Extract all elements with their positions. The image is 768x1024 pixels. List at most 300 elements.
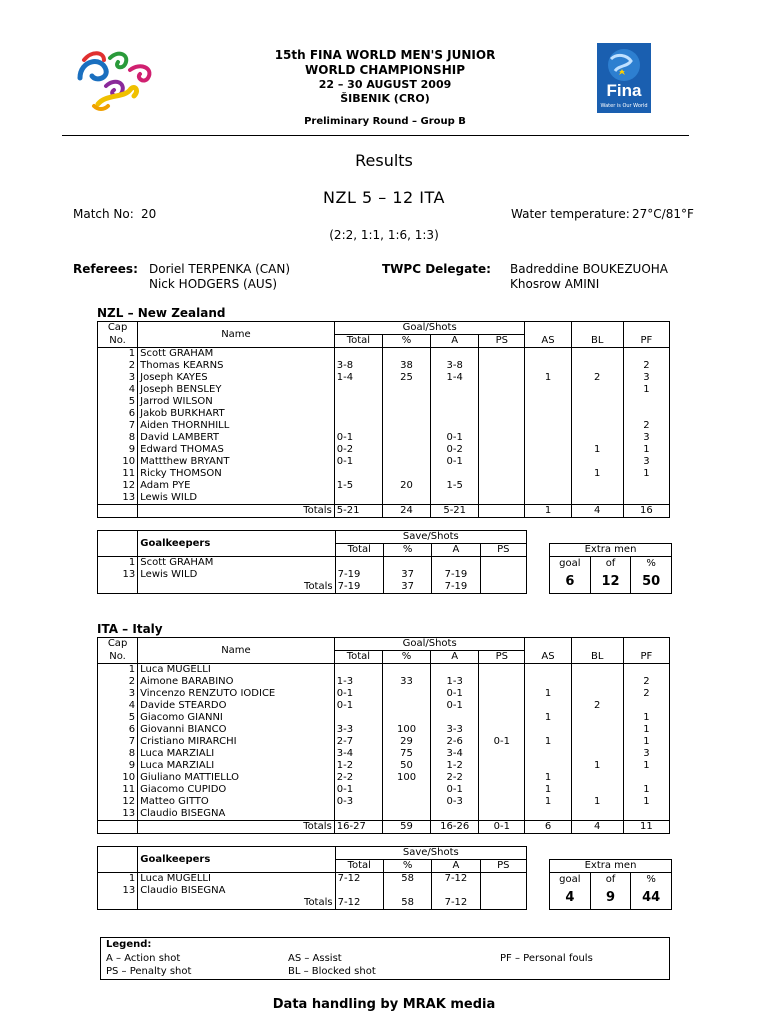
gk-totals-action: 7-19	[432, 581, 480, 594]
player-pct	[382, 456, 430, 468]
player-blocks	[571, 808, 623, 821]
delegate-2: Khosrow AMINI	[510, 277, 600, 291]
player-fouls	[623, 808, 669, 821]
gk-pct-header: %	[383, 544, 431, 557]
player-blocks	[571, 396, 623, 408]
player-ps	[479, 396, 525, 408]
pct-header: %	[382, 651, 430, 664]
no-header: No.	[98, 335, 138, 348]
player-ps	[479, 688, 525, 700]
player-fouls	[623, 492, 669, 505]
nzl-stats-table	[97, 321, 670, 518]
player-ps	[479, 384, 525, 396]
goal-shots-header: Goal/Shots	[334, 638, 525, 651]
player-cap: 5	[98, 396, 138, 408]
gk-totals-pct: 37	[383, 581, 431, 594]
player-fouls	[623, 664, 669, 677]
ps-header: PS	[479, 651, 525, 664]
extra-men-of: 12	[591, 571, 632, 593]
player-action: 0-1	[431, 432, 479, 444]
goalkeeper-ps	[480, 557, 526, 570]
player-fouls: 2	[623, 420, 669, 432]
extra-men-goal-label: goal	[550, 873, 591, 887]
goalkeeper-total	[335, 885, 383, 897]
player-fouls	[623, 348, 669, 361]
player-pct	[382, 468, 430, 480]
totals-total: 5-21	[334, 505, 382, 518]
player-ps	[479, 748, 525, 760]
player-blocks	[571, 360, 623, 372]
goalkeeper-cap: 13	[98, 885, 138, 897]
legend-assist: AS – Assist	[288, 953, 342, 964]
goalkeeper-action	[432, 557, 480, 570]
goalkeeper-total: 7-12	[335, 873, 383, 886]
player-cap: 4	[98, 700, 138, 712]
totals-action: 5-21	[431, 505, 479, 518]
player-fouls: 3	[623, 748, 669, 760]
player-action	[431, 408, 479, 420]
legend-penalty-shot: PS – Penalty shot	[106, 966, 192, 977]
player-fouls: 3	[623, 456, 669, 468]
goalkeeper-ps	[480, 873, 526, 886]
player-total: 2-2	[334, 772, 382, 784]
player-cap: 3	[98, 688, 138, 700]
player-fouls: 1	[623, 384, 669, 396]
extra-men-header: Extra men	[550, 860, 671, 873]
championship-venue: ŠIBENIK (CRO)	[340, 92, 430, 105]
player-pct	[382, 808, 430, 821]
player-name: Joseph KAYES	[138, 372, 335, 384]
player-total: 1-3	[334, 676, 382, 688]
player-blocks: 2	[571, 372, 623, 384]
extra-men-goal-label: goal	[550, 557, 591, 571]
player-fouls: 3	[623, 432, 669, 444]
player-name: Giacomo CUPIDO	[138, 784, 335, 796]
match-score: NZL 5 – 12 ITA	[323, 188, 445, 207]
extra-men-goal: 4	[550, 887, 591, 909]
player-fouls: 1	[623, 784, 669, 796]
match-no-value: 20	[141, 207, 157, 221]
gk-total-header: Total	[335, 860, 383, 873]
goalkeeper-ps	[480, 569, 526, 581]
player-cap: 4	[98, 384, 138, 396]
player-ps	[479, 492, 525, 505]
nzl-extra-men-box	[549, 543, 672, 594]
player-pct: 33	[382, 676, 430, 688]
player-name: Jarrod WILSON	[138, 396, 335, 408]
totals-fouls: 11	[623, 821, 669, 834]
player-action: 3-4	[431, 748, 479, 760]
totals-total: 16-27	[334, 821, 382, 834]
water-temp-label: Water temperature:	[511, 207, 630, 221]
player-blocks	[571, 712, 623, 724]
player-pct	[382, 384, 430, 396]
player-pct: 29	[382, 736, 430, 748]
player-cap: 12	[98, 480, 138, 492]
player-blocks	[571, 748, 623, 760]
ita-goalkeepers-table	[97, 846, 527, 910]
player-cap: 8	[98, 748, 138, 760]
extra-men-of-label: of	[591, 557, 632, 571]
player-total	[334, 492, 382, 505]
championship-title-line2: WORLD CHAMPIONSHIP	[305, 63, 465, 77]
player-ps	[479, 372, 525, 384]
player-fouls: 1	[623, 468, 669, 480]
player-ps	[479, 444, 525, 456]
player-total	[334, 396, 382, 408]
player-action	[431, 348, 479, 361]
legend-box	[100, 937, 670, 980]
goalkeeper-action	[432, 885, 480, 897]
extra-men-pct-label: %	[646, 874, 656, 885]
player-cap: 10	[98, 772, 138, 784]
player-action	[431, 420, 479, 432]
player-pct: 25	[382, 372, 430, 384]
player-fouls: 1	[623, 724, 669, 736]
player-assists	[525, 676, 571, 688]
player-cap: 6	[98, 724, 138, 736]
totals-ps: 0-1	[479, 821, 525, 834]
player-action: 0-1	[431, 700, 479, 712]
match-no-label: Match No:	[73, 207, 134, 221]
player-pct: 100	[382, 724, 430, 736]
referees-label: Referees:	[73, 262, 138, 276]
player-blocks	[571, 736, 623, 748]
player-name: Vincenzo RENZUTO IODICE	[138, 688, 335, 700]
player-name: Joseph BENSLEY	[138, 384, 335, 396]
player-ps	[479, 456, 525, 468]
player-pct: 100	[382, 772, 430, 784]
player-cap: 1	[98, 348, 138, 361]
player-name: Luca MARZIALI	[138, 748, 335, 760]
referee-1: Doriel TERPENKA (CAN)	[149, 262, 291, 276]
player-pct	[382, 420, 430, 432]
player-assists: 1	[525, 372, 571, 384]
player-assists	[525, 724, 571, 736]
player-fouls: 3	[623, 372, 669, 384]
player-fouls	[623, 396, 669, 408]
player-pct	[382, 396, 430, 408]
save-shots-header: Save/Shots	[335, 847, 526, 860]
player-total: 0-1	[334, 700, 382, 712]
player-ps	[479, 420, 525, 432]
player-total	[334, 712, 382, 724]
championship-title-line1: 15th FINA WORLD MEN'S JUNIOR	[274, 48, 496, 62]
gk-totals-label: Totals	[138, 581, 335, 594]
water-temp-value: 27°C/81°F	[632, 207, 694, 221]
player-name: Edward THOMAS	[138, 444, 335, 456]
player-action: 0-2	[431, 444, 479, 456]
player-action: 0-3	[431, 796, 479, 808]
player-name: Matteo GITTO	[138, 796, 335, 808]
legend-action-shot: A – Action shot	[106, 953, 181, 964]
player-name: Giacomo GIANNI	[138, 712, 335, 724]
extra-men-of: 9	[591, 887, 632, 909]
player-assists: 1	[525, 772, 571, 784]
player-name: Lewis WILD	[138, 492, 335, 505]
goalkeepers-header: Goalkeepers	[138, 847, 335, 873]
player-pct	[382, 796, 430, 808]
player-pct	[382, 432, 430, 444]
legend-personal-fouls: PF – Personal fouls	[500, 953, 593, 964]
player-assists: 1	[525, 688, 571, 700]
player-assists	[525, 408, 571, 420]
player-action	[431, 808, 479, 821]
player-action: 1-5	[431, 480, 479, 492]
player-total: 0-3	[334, 796, 382, 808]
player-action: 0-1	[431, 456, 479, 468]
player-fouls	[623, 480, 669, 492]
gk-total-header: Total	[335, 544, 383, 557]
player-total: 0-1	[334, 688, 382, 700]
player-assists: 1	[525, 736, 571, 748]
player-ps	[479, 432, 525, 444]
championship-dates: 22 – 30 AUGUST 2009	[318, 78, 452, 91]
player-total: 0-1	[334, 432, 382, 444]
cap-header: Cap	[98, 638, 138, 651]
player-total: 3-3	[334, 724, 382, 736]
player-name: Giovanni BIANCO	[138, 724, 335, 736]
player-cap: 2	[98, 676, 138, 688]
player-blocks	[571, 772, 623, 784]
gk-totals-action: 7-12	[432, 897, 480, 910]
player-assists: 1	[525, 784, 571, 796]
nzl-goalkeepers-table	[97, 530, 527, 594]
save-shots-header: Save/Shots	[335, 531, 526, 544]
totals-pct: 59	[382, 821, 430, 834]
player-assists	[525, 664, 571, 677]
player-total: 0-1	[334, 784, 382, 796]
player-action: 3-3	[431, 724, 479, 736]
totals-label: Totals	[138, 505, 335, 518]
name-header: Name	[138, 638, 335, 664]
player-ps	[479, 700, 525, 712]
player-pct: 38	[382, 360, 430, 372]
extra-men-pct-label: %	[646, 558, 656, 569]
player-ps	[479, 760, 525, 772]
player-blocks: 1	[571, 760, 623, 772]
results-heading: Results	[355, 151, 413, 170]
gk-ps-header: PS	[480, 544, 526, 557]
player-action: 1-2	[431, 760, 479, 772]
name-header: Name	[138, 322, 335, 348]
player-pct	[382, 784, 430, 796]
player-cap: 12	[98, 796, 138, 808]
player-action	[431, 384, 479, 396]
pct-header: %	[382, 335, 430, 348]
totals-assists: 1	[525, 505, 571, 518]
fina-logo-text: Fina	[606, 81, 642, 100]
goalkeeper-ps	[480, 885, 526, 897]
player-action: 3-8	[431, 360, 479, 372]
player-ps	[479, 796, 525, 808]
header-divider	[62, 135, 689, 136]
player-name: Scott GRAHAM	[138, 348, 335, 361]
player-total	[334, 348, 382, 361]
totals-blocks: 4	[571, 505, 623, 518]
player-pct	[382, 348, 430, 361]
player-action: 0-1	[431, 784, 479, 796]
goalkeeper-pct	[383, 557, 431, 570]
player-total	[334, 384, 382, 396]
bl-header: BL	[571, 651, 623, 664]
player-name: Ricky THOMSON	[138, 468, 335, 480]
extra-men-goal: 6	[550, 571, 591, 593]
player-assists	[525, 480, 571, 492]
player-blocks	[571, 492, 623, 505]
player-name: Aimone BARABINO	[138, 676, 335, 688]
goalkeeper-action: 7-12	[432, 873, 480, 886]
goalkeeper-name: Luca MUGELLI	[138, 873, 335, 886]
player-ps: 0-1	[479, 736, 525, 748]
player-pct	[382, 688, 430, 700]
gk-totals-pct: 58	[383, 897, 431, 910]
goalkeeper-pct: 37	[383, 569, 431, 581]
player-blocks	[571, 724, 623, 736]
player-action	[431, 664, 479, 677]
action-header: A	[431, 651, 479, 664]
totals-ps	[479, 505, 525, 518]
goalkeeper-name: Claudio BISEGNA	[138, 885, 335, 897]
player-blocks	[571, 688, 623, 700]
player-name: Aiden THORNHILL	[138, 420, 335, 432]
player-name: Luca MUGELLI	[138, 664, 335, 677]
extra-men-of-label: of	[591, 873, 632, 887]
player-ps	[479, 348, 525, 361]
referee-2: Nick HODGERS (AUS)	[149, 277, 278, 291]
player-cap: 9	[98, 444, 138, 456]
period-scores: (2:2, 1:1, 1:6, 1:3)	[329, 228, 439, 242]
player-blocks: 1	[571, 796, 623, 808]
player-total	[334, 408, 382, 420]
player-ps	[479, 724, 525, 736]
player-fouls	[623, 408, 669, 420]
player-ps	[479, 468, 525, 480]
player-blocks	[571, 480, 623, 492]
player-assists	[525, 468, 571, 480]
player-total	[334, 468, 382, 480]
action-header: A	[431, 335, 479, 348]
player-pct	[382, 492, 430, 505]
player-assists	[525, 348, 571, 361]
player-name: Luca MARZIALI	[138, 760, 335, 772]
totals-assists: 6	[525, 821, 571, 834]
player-assists	[525, 396, 571, 408]
ps-header: PS	[479, 335, 525, 348]
fina-logo	[597, 43, 651, 113]
player-blocks	[571, 676, 623, 688]
player-total: 0-2	[334, 444, 382, 456]
player-fouls: 1	[623, 444, 669, 456]
gk-action-header: A	[432, 544, 480, 557]
legend-blocked-shot: BL – Blocked shot	[288, 966, 376, 977]
player-cap: 10	[98, 456, 138, 468]
goalkeeper-cap: 1	[98, 873, 138, 886]
fina-tagline: Water is Our World	[600, 103, 648, 109]
player-action	[431, 492, 479, 505]
ita-extra-men-box	[549, 859, 672, 910]
player-name: David LAMBERT	[138, 432, 335, 444]
player-cap: 7	[98, 420, 138, 432]
gk-totals-total: 7-12	[335, 897, 383, 910]
player-ps	[479, 784, 525, 796]
player-cap: 11	[98, 468, 138, 480]
player-blocks	[571, 384, 623, 396]
player-assists: 1	[525, 712, 571, 724]
player-cap: 13	[98, 492, 138, 505]
player-assists	[525, 456, 571, 468]
player-cap: 1	[98, 664, 138, 677]
player-blocks	[571, 420, 623, 432]
player-name: Jakob BURKHART	[138, 408, 335, 420]
player-fouls: 2	[623, 676, 669, 688]
no-header: No.	[98, 651, 138, 664]
player-name: Thomas KEARNS	[138, 360, 335, 372]
goalkeeper-name: Lewis WILD	[138, 569, 335, 581]
player-action	[431, 468, 479, 480]
gk-totals-total: 7-19	[335, 581, 383, 594]
pf-header: PF	[623, 651, 669, 664]
goalkeeper-cap: 13	[98, 569, 138, 581]
gk-ps-header: PS	[480, 860, 526, 873]
goalkeeper-total: 7-19	[335, 569, 383, 581]
player-total: 3-8	[334, 360, 382, 372]
player-total	[334, 664, 382, 677]
player-action: 0-1	[431, 688, 479, 700]
player-blocks: 2	[571, 700, 623, 712]
player-total: 1-5	[334, 480, 382, 492]
goalkeeper-name: Scott GRAHAM	[138, 557, 335, 570]
player-name: Claudio BISEGNA	[138, 808, 335, 821]
player-ps	[479, 712, 525, 724]
player-fouls: 1	[623, 712, 669, 724]
team-title-ita: ITA – Italy	[97, 622, 163, 636]
goalkeeper-cap: 1	[98, 557, 138, 570]
player-assists	[525, 808, 571, 821]
player-ps	[479, 360, 525, 372]
footer-credit: Data handling by MRAK media	[272, 997, 496, 1012]
player-cap: 9	[98, 760, 138, 772]
player-cap: 11	[98, 784, 138, 796]
player-assists: 1	[525, 796, 571, 808]
player-ps	[479, 408, 525, 420]
extra-men-header: Extra men	[550, 544, 671, 557]
totals-fouls: 16	[623, 505, 669, 518]
player-pct: 75	[382, 748, 430, 760]
player-total: 1-4	[334, 372, 382, 384]
player-cap: 13	[98, 808, 138, 821]
player-assists	[525, 360, 571, 372]
gk-totals-label: Totals	[138, 897, 335, 910]
player-fouls: 2	[623, 688, 669, 700]
player-fouls: 1	[623, 736, 669, 748]
player-blocks	[571, 432, 623, 444]
player-ps	[479, 480, 525, 492]
player-blocks	[571, 456, 623, 468]
total-header: Total	[334, 335, 382, 348]
player-ps	[479, 772, 525, 784]
player-fouls: 1	[623, 760, 669, 772]
player-action	[431, 712, 479, 724]
player-total: 0-1	[334, 456, 382, 468]
goalkeeper-total	[335, 557, 383, 570]
player-cap: 2	[98, 360, 138, 372]
player-ps	[479, 808, 525, 821]
gk-totals-ps	[480, 897, 526, 910]
delegate-1: Badreddine BOUKEZUOHA	[510, 262, 669, 276]
totals-action: 16-26	[431, 821, 479, 834]
player-cap: 8	[98, 432, 138, 444]
